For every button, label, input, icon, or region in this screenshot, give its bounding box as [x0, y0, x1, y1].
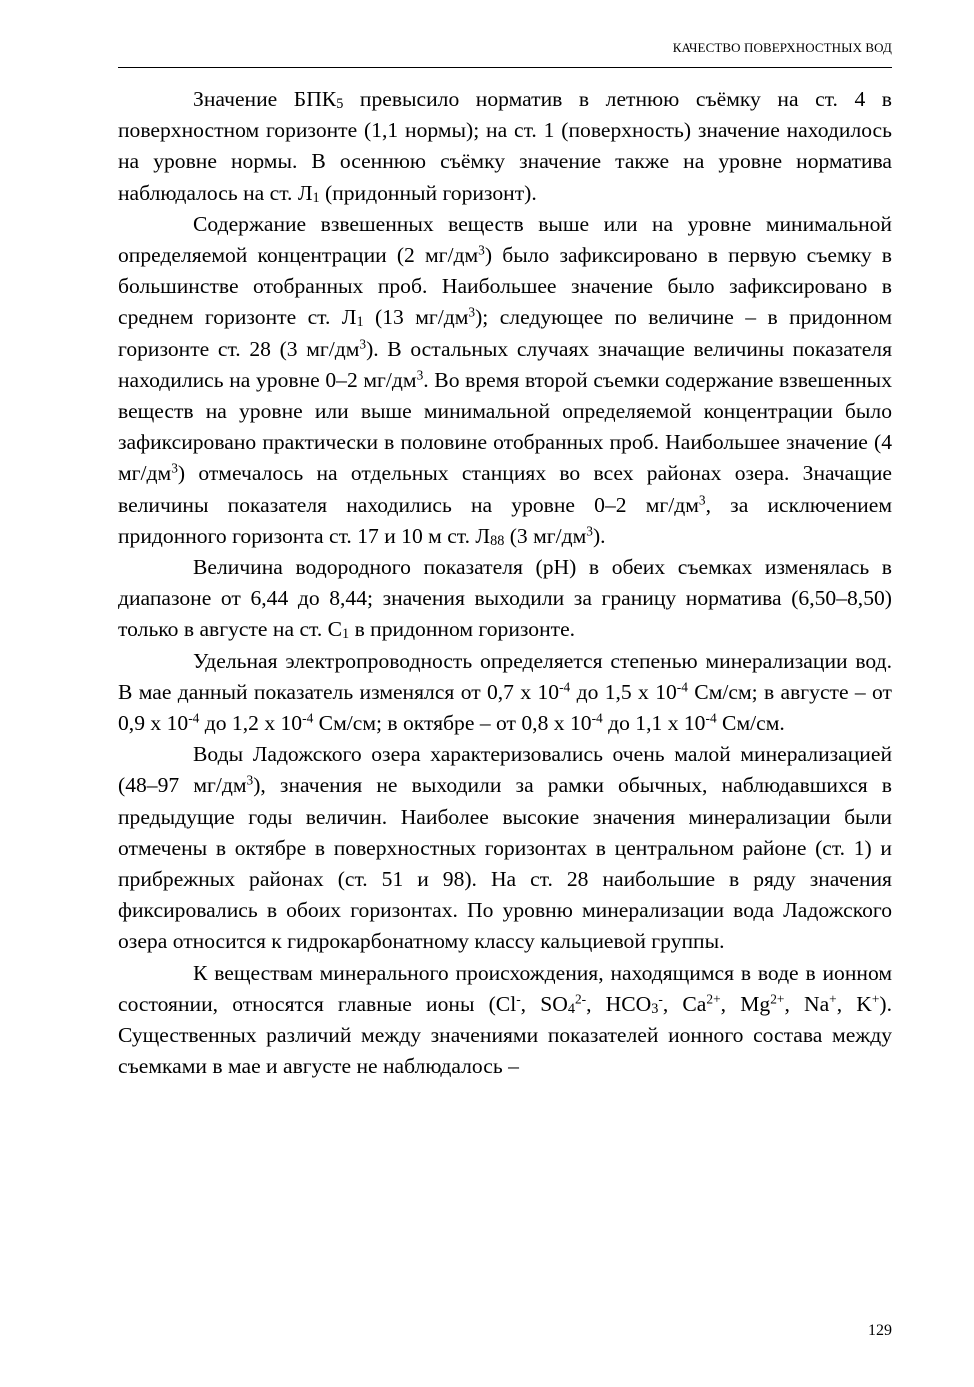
subscript: 3 [651, 1001, 659, 1018]
superscript: 3 [698, 492, 706, 508]
subscript: 4 [567, 1001, 575, 1018]
superscript: -4 [676, 679, 688, 695]
superscript: + [871, 991, 880, 1007]
superscript: 3 [468, 305, 476, 321]
running-header: КАЧЕСТВО ПОВЕРХНОСТНЫХ ВОД [672, 40, 892, 55]
paragraph: Удельная электропроводность определяется степенью минерализации вод. В мае данный показатель изменялся от 0,7 х $10^{-4}$ до 1,5 х $10^{-4}$ См/см; в августе – от 0,9 х $10^{-4}$ до 1,2 х $10^{-4}$ См/см; в октябре – от 0,8 х $10^{-4}$ до 1,1 х $10^{-4}$ См/см. [118, 648, 892, 736]
paragraph: Воды Ладожского озера характеризовались очень малой минерализацией (48–97 $мг/дм^3$), значения не выходили за рамки обычных, наблюдавшихся в предыдущие годы величин. Наиболее высокие значения минерализации были отмечены в октябре в поверхностных горизонтах в центральном районе (ст. 1) и прибрежных районах (ст. 51 и 98). На ст. 28 наибольшие в ряду значения фиксировались в обоих горизонтах. По уровню минерализации вода Ладожского озера относится к гидрокарбонатному классу кальциевой группы. [118, 742, 892, 954]
subscript: 88 [490, 532, 505, 549]
superscript: 3 [478, 242, 485, 258]
paragraph: Значение $БПК_5$ превысило норматив в летнюю съёмку на ст. 4 в поверхностном горизонте (1,1 нормы); на ст. 1 (поверхность) значение находилось на уровне нормы. В осеннюю съёмку значение также на уровне норматива наблюдалось на ст. $Л_1$ (придонный горизонт). [118, 87, 893, 206]
superscript: -4 [302, 710, 314, 726]
subscript: 1 [312, 189, 320, 206]
superscript: -4 [591, 710, 603, 726]
paragraph: Величина водородного показателя (pH) в обеих съемках изменялась в диапазоне от 6,44 до 8,44; значения выходили за границу норматива (6,50–8,50) только в августе на ст. $С_1$ в придонном горизонте. [118, 555, 892, 643]
superscript: 3 [171, 461, 178, 477]
superscript: -4 [705, 710, 717, 726]
superscript: 3 [586, 523, 593, 539]
superscript: 3 [416, 367, 424, 383]
paragraph: К веществам минерального происхождения, находящимся в воде в ионном состоянии, относятся главные ионы (Cl-, $SO_4^{2-}$, $HCO_3^-$, $Ca^{2+}$, $Mg^{2+}$, Na+, K+). Существенных различий между значениями показателей ионного состава между съемками в мае и августе не наблюдалось – [118, 960, 893, 1079]
superscript: - [658, 991, 663, 1007]
superscript: 2- [574, 991, 587, 1007]
superscript: 3 [359, 336, 367, 352]
superscript: 2+ [706, 991, 721, 1007]
superscript: + [829, 991, 837, 1007]
superscript: 3 [246, 773, 254, 789]
superscript: -4 [559, 679, 571, 695]
header-rule [118, 67, 892, 68]
superscript: - [516, 991, 521, 1007]
paragraph: Содержание взвешенных веществ выше или на уровне минимальной определяемой концентрации (2 $мг/дм^3$) было зафиксировано в первую съемку в большинстве отобранных проб. Наибольшее значение было зафиксировано в среднем горизонте ст. $Л_1$ (13 $мг/дм^3$); следующее по величине – в придонном горизонте ст. 28 (3 $мг/дм^3$). В остальных случаях значащие величины показателя находились на уровне 0–2 $мг/дм^3$. Во время второй съемки содержание взвешенных веществ на уровне или выше минимальной определяемой концентрации было зафиксировано практически в половине отобранных проб. Наибольшее значение (4 $мг/дм^3$) отмечалось на отдельных станциях во всех районах озера. Значащие величины показателя находились на уровне 0–2 $мг/дм^3$, за исключением придонного горизонта ст. 17 и 10 м ст. $Л_{88}$ (3 $мг/дм^3$). [118, 211, 892, 549]
subscript: 5 [336, 96, 344, 113]
page-number: 129 [868, 1322, 892, 1339]
subscript: 1 [356, 314, 364, 331]
subscript: 1 [342, 626, 350, 643]
superscript: 2+ [770, 991, 785, 1007]
superscript: -4 [188, 710, 200, 726]
body-text [118, 84, 892, 1083]
